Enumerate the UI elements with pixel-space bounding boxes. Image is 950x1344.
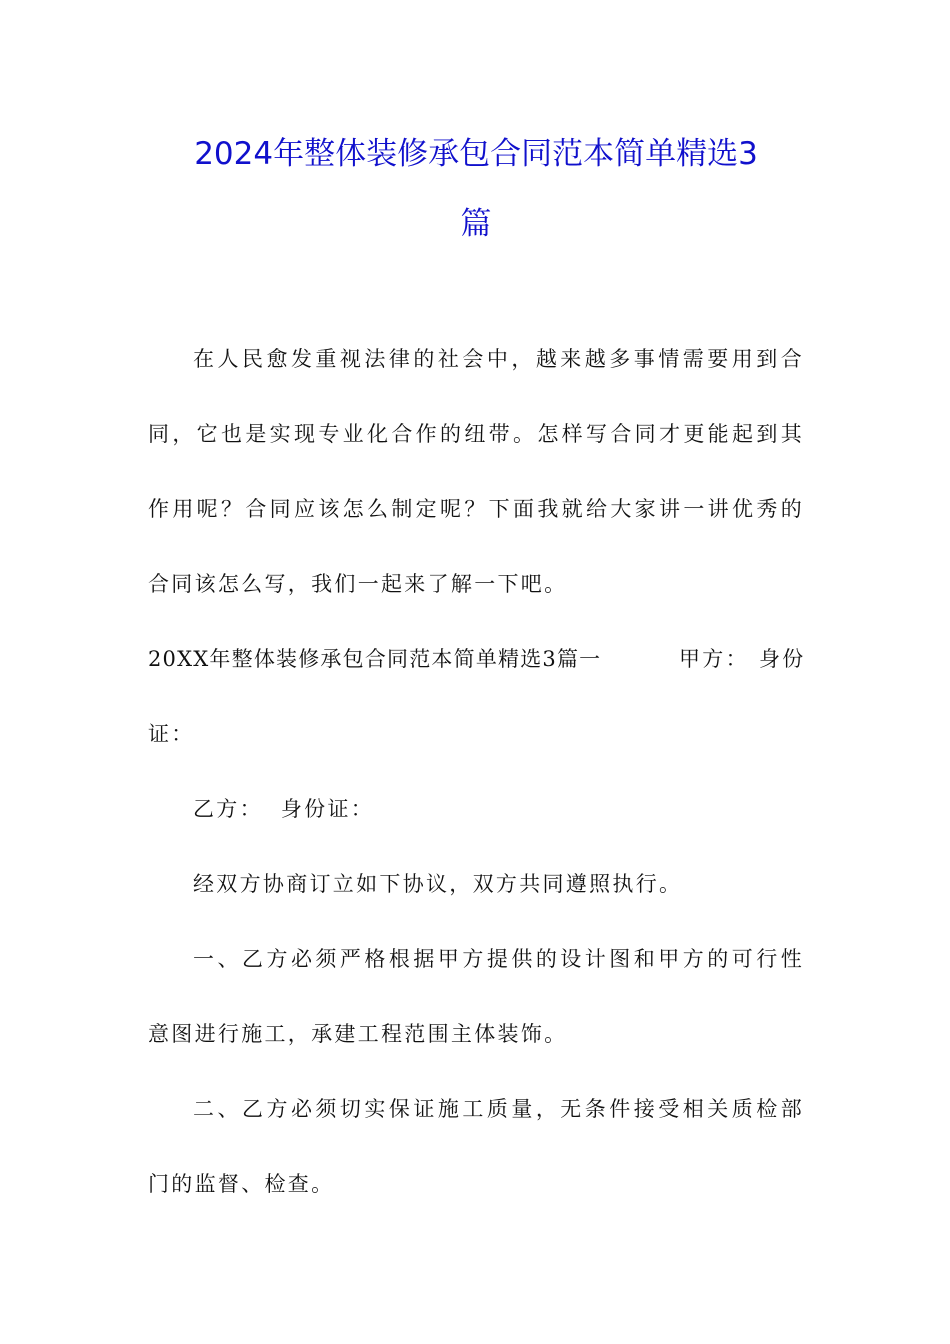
intro-line-3: 作用呢？合同应该怎么制定呢？下面我就给大家讲一讲优秀的: [148, 497, 804, 521]
party-a-id-label-continued: 证：: [148, 722, 195, 746]
clause-1-line-1: 一、乙方必须严格根据甲方提供的设计图和甲方的可行性: [193, 947, 804, 971]
section-heading: 20XX年整体装修承包合同范本简单精选3篇一: [148, 647, 602, 671]
document-title-line1: 2024年整体装修承包合同范本简单精选3: [194, 136, 758, 172]
intro-line-2: 同，它也是实现专业化合作的纽带。怎样写合同才更能起到其: [148, 422, 804, 446]
clause-1-line-2: 意图进行施工，承建工程范围主体装饰。: [148, 1022, 568, 1046]
document-title-line2: 篇: [460, 206, 492, 242]
clause-2-line-2: 门的监督、检查。: [148, 1172, 335, 1196]
party-a-id-label: 身份: [759, 647, 806, 671]
clause-2-line-1: 二、乙方必须切实保证施工质量，无条件接受相关质检部: [193, 1097, 804, 1121]
agreement-line: 经双方协商订立如下协议，双方共同遵照执行。: [193, 872, 683, 896]
party-b-line: 乙方： 身份证：: [193, 797, 375, 821]
party-a-label: 甲方：: [679, 647, 749, 671]
intro-line-4: 合同该怎么写，我们一起来了解一下吧。: [148, 572, 568, 596]
intro-line-1: 在人民愈发重视法律的社会中，越来越多事情需要用到合: [193, 347, 804, 371]
